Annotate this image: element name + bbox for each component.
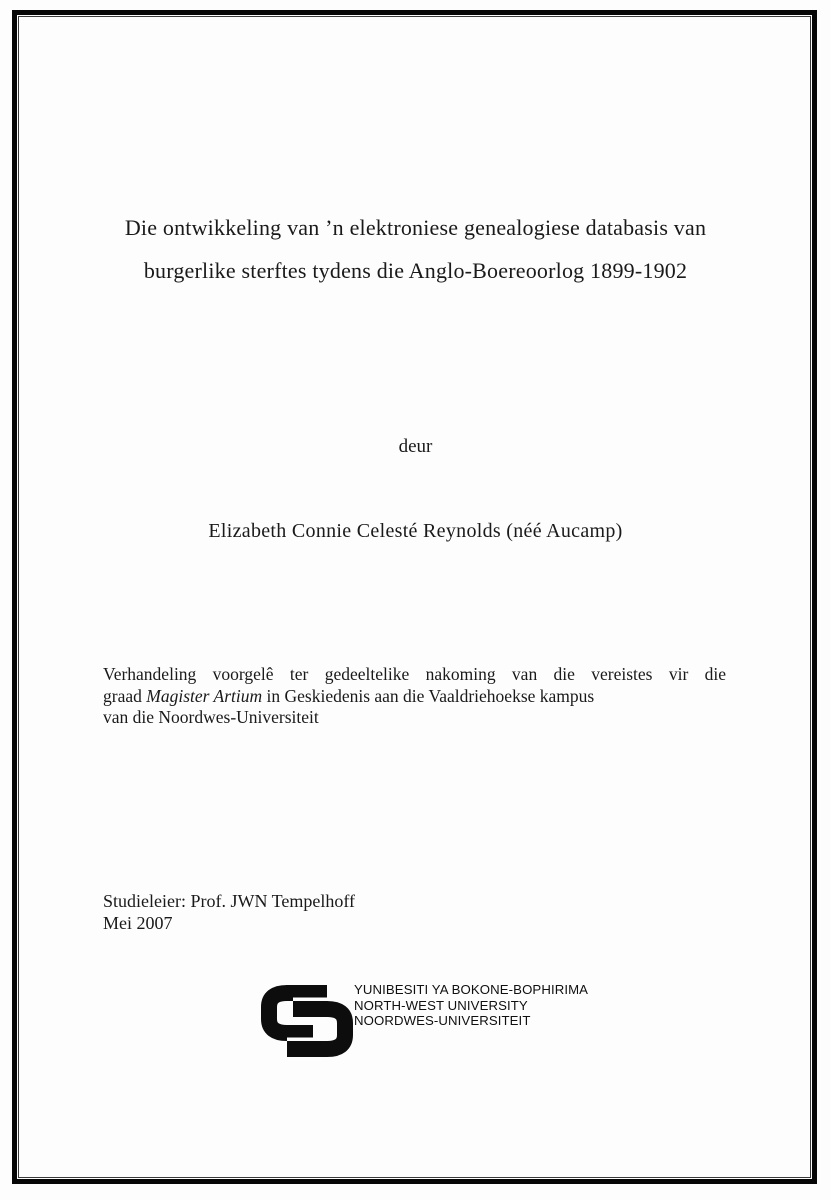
university-name-afrikaans: NOORDWES-UNIVERSITEIT: [354, 1013, 531, 1029]
degree-statement-line-2: [103, 686, 726, 708]
thesis-title: [60, 206, 771, 292]
degree-statement: [103, 664, 726, 729]
university-name-english: NORTH-WEST UNIVERSITY: [354, 997, 528, 1013]
thesis-title-line-2: burgerlike sterftes tydens die Anglo-Boereoorlog 1899-1902: [143, 258, 688, 283]
degree-statement-line-3: van die Noordwes-Universiteit: [103, 707, 319, 728]
degree-statement-line-2-suffix: in Geskiedenis aan die Vaaldriehoekse kampus: [262, 685, 595, 706]
date-line: Mei 2007: [103, 913, 173, 933]
supervisor-and-date: [103, 890, 355, 934]
thesis-title-line-1: Die ontwikkeling van ’n elektroniese genealogiese databasis van: [124, 215, 707, 240]
university-interlocking-rings-icon: [257, 981, 357, 1061]
supervisor-line: Studieleier: Prof. JWN Tempelhoff: [103, 891, 356, 911]
university-logo-wordmark: [354, 982, 588, 1029]
author-name: Elizabeth Connie Celesté Reynolds (néé Aucamp): [208, 520, 623, 542]
university-name-setswana: YUNIBESITI YA BOKONE-BOPHIRIMA: [354, 982, 589, 997]
degree-statement-line-1: Verhandeling voorgelê ter gedeeltelike nakoming van die vereistes vir die: [103, 664, 726, 684]
university-logo: [257, 978, 587, 1064]
degree-statement-line-2-prefix: graad: [103, 685, 147, 706]
degree-name-italic: Magister Artium: [146, 685, 263, 706]
byline-deur: deur: [398, 436, 433, 457]
